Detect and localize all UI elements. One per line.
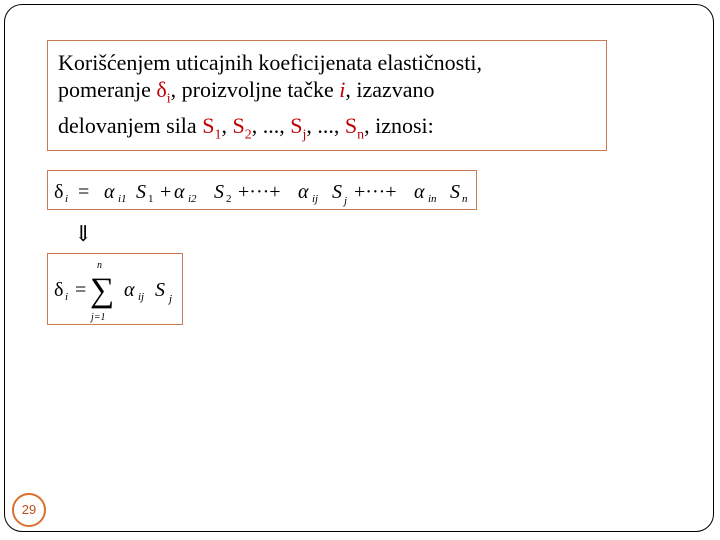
f1-S-sub: j bbox=[344, 195, 348, 207]
f2-eq: = bbox=[75, 279, 87, 301]
f1-lhs: δ bbox=[54, 181, 64, 203]
f2-lhs-sub: i bbox=[65, 291, 69, 303]
text-line-1: Korišćenjem uticajnih koeficijenata elastičnosti, bbox=[58, 50, 482, 75]
f1-alpha-sub: ij bbox=[312, 193, 319, 205]
force-S: S bbox=[202, 113, 215, 139]
f1-S-sub: n bbox=[462, 193, 468, 205]
f1-dots: +···+ bbox=[238, 181, 281, 203]
point-i: i bbox=[339, 77, 346, 102]
f2-lhs: δ bbox=[54, 279, 64, 301]
f1-S: S bbox=[214, 181, 224, 203]
text-fragment: delovanjem sila bbox=[58, 113, 203, 139]
text-line-2 bbox=[58, 76, 606, 112]
f2-alpha-sub: ij bbox=[138, 291, 145, 303]
text-fragment: , iznosi: bbox=[364, 113, 434, 139]
force-S: S bbox=[344, 113, 358, 139]
f1-S-sub: 2 bbox=[226, 193, 232, 205]
force-sub: n bbox=[357, 127, 365, 143]
text-fragment: pomeranje bbox=[58, 77, 157, 102]
f2-sum: ∑ bbox=[90, 272, 115, 309]
f1-eq: = bbox=[78, 181, 90, 203]
summation-formula bbox=[47, 253, 183, 325]
f1-alpha: α bbox=[174, 181, 185, 203]
f2-sum-bottom: j=1 bbox=[91, 312, 106, 323]
f1-S: S bbox=[332, 181, 342, 203]
f1-alpha: α bbox=[298, 181, 309, 203]
f1-plus: + bbox=[160, 181, 172, 203]
formula1-svg bbox=[48, 171, 478, 211]
intro-text-box bbox=[47, 40, 607, 151]
f1-S-sub: 1 bbox=[148, 193, 154, 205]
text-fragment: , bbox=[221, 113, 233, 139]
page-number: 29 bbox=[12, 493, 46, 527]
f1-alpha: α bbox=[414, 181, 425, 203]
f1-alpha: α bbox=[104, 181, 115, 203]
text-line-3 bbox=[58, 112, 606, 148]
text-fragment: , ..., bbox=[306, 113, 345, 139]
displacement-sum-formula bbox=[47, 170, 477, 210]
f1-alpha-sub: i1 bbox=[118, 193, 127, 205]
f1-alpha-sub: in bbox=[428, 193, 437, 205]
delta-subscript: i bbox=[166, 91, 171, 107]
text-fragment: , izazvano bbox=[345, 77, 435, 102]
formula2-svg bbox=[48, 254, 184, 326]
f1-alpha-sub: i2 bbox=[188, 193, 197, 205]
f2-alpha: α bbox=[124, 279, 135, 301]
text-fragment: , proizvoljne tačke bbox=[170, 77, 340, 102]
force-S: S bbox=[290, 113, 303, 139]
force-sub: 1 bbox=[214, 127, 222, 143]
force-sub: 2 bbox=[244, 127, 252, 143]
f1-dots: +···+ bbox=[354, 181, 397, 203]
text-fragment: , ..., bbox=[251, 113, 291, 139]
f1-lhs-sub: i bbox=[65, 193, 69, 205]
delta-symbol: δ bbox=[156, 77, 167, 102]
f1-S: S bbox=[136, 181, 146, 203]
f2-S-sub: j bbox=[169, 293, 173, 305]
force-S: S bbox=[232, 113, 245, 139]
implies-arrow: ⇓ bbox=[74, 222, 93, 247]
f2-S: S bbox=[155, 279, 165, 301]
f1-S: S bbox=[450, 181, 460, 203]
force-sub: j bbox=[302, 127, 307, 143]
f2-sum-top: n bbox=[97, 260, 102, 271]
